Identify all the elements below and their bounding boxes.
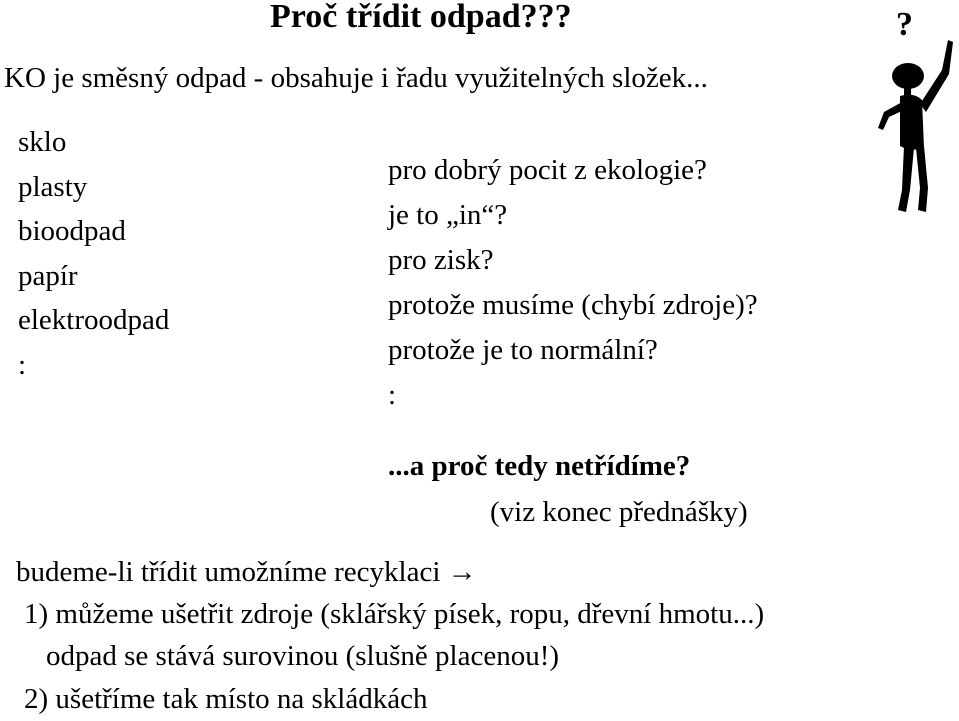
slide-title: Proč třídit odpad??? bbox=[270, 0, 572, 35]
recycle-line: budeme-li třídit umožníme recyklaci → bbox=[16, 556, 477, 588]
reasons-list bbox=[388, 148, 758, 418]
point-1: 1) můžeme ušetřit zdroje (sklářský písek, ropu, dřevní hmotu...) bbox=[24, 598, 765, 630]
waste-components-list bbox=[18, 120, 169, 387]
list-item: sklo bbox=[18, 126, 67, 158]
list-item: : bbox=[388, 379, 397, 411]
list-item: protože musíme (chybí zdroje)? bbox=[388, 289, 758, 321]
list-item: papír bbox=[18, 259, 78, 292]
list-item: je to „in“? bbox=[388, 199, 508, 231]
thinking-figure-icon bbox=[870, 30, 959, 220]
question-mark: ? bbox=[896, 6, 913, 43]
slide-subtitle: KO je směsný odpad - obsahuje i řadu využitelných složek... bbox=[4, 62, 708, 94]
list-item: : bbox=[18, 348, 27, 381]
list-item: elektroodpad bbox=[18, 304, 170, 336]
point-1-continuation: odpad se stává surovinou (slušně placenou!) bbox=[46, 640, 560, 672]
list-item: bioodpad bbox=[18, 215, 126, 247]
list-item: pro dobrý pocit z ekologie? bbox=[388, 154, 707, 186]
why-not-question: ...a proč tedy netřídíme? bbox=[388, 450, 691, 482]
point-2: 2) ušetříme tak místo na skládkách bbox=[24, 683, 428, 715]
see-end-note: (viz konec přednášky) bbox=[490, 496, 748, 528]
list-item: plasty bbox=[18, 170, 88, 203]
list-item: protože je to normální? bbox=[388, 334, 658, 366]
list-item: pro zisk? bbox=[388, 244, 494, 276]
